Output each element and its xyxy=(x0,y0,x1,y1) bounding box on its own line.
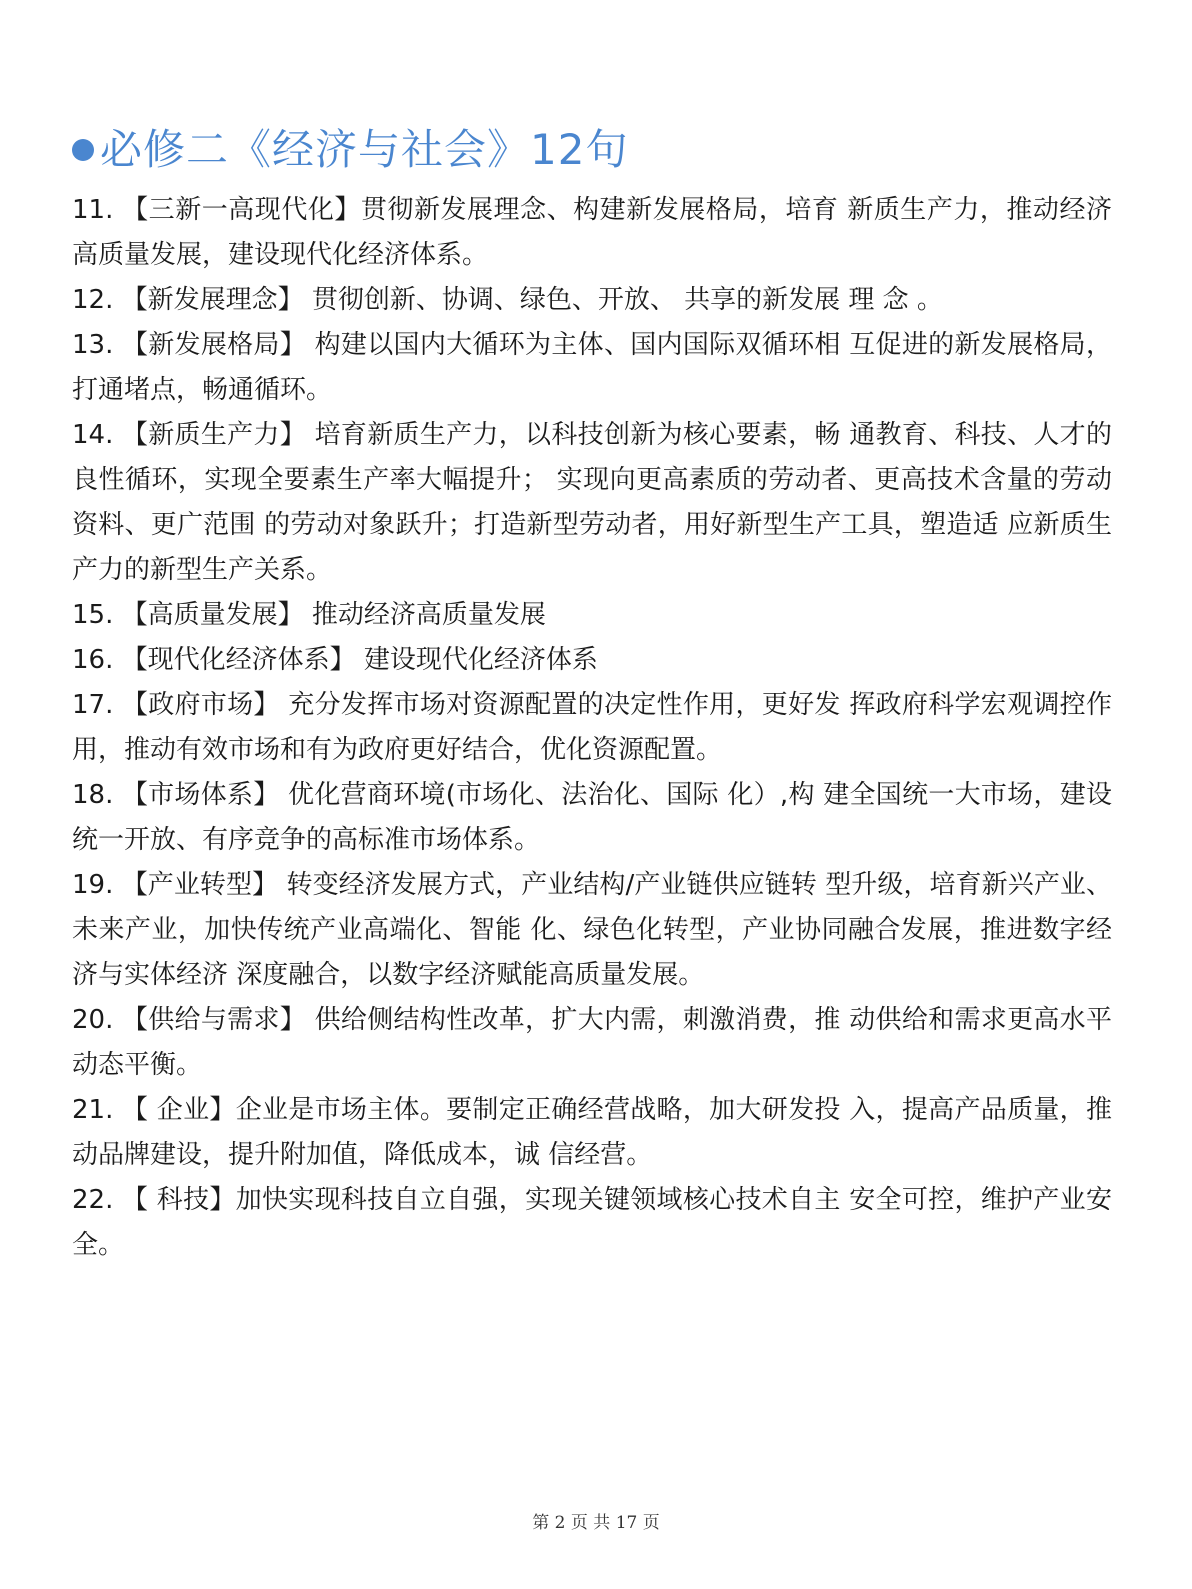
list-item: 14. 【新质生产力】 培育新质生产力，以科技创新为核心要素，畅 通教育、科技、人才的良性循环，实现全要素生产率大幅提升； 实现向更高素质的劳动者、更高技术含量的劳动资料、更广范围 的劳动对象跃升；打造新型劳动者，用好新型生产工具，塑造适 应新质生产力的新型生产关系。 xyxy=(72,420,1112,585)
page-number: 第 2 页 共 17 页 xyxy=(532,1513,660,1533)
list-item: 13. 【新发展格局】 构建以国内大循环为主体、国内国际双循环相 互促进的新发展格局，打通堵点，畅通循环。 xyxy=(72,330,1112,405)
item-list xyxy=(72,188,1112,1268)
list-item: 15. 【高质量发展】 推动经济高质量发展 xyxy=(72,600,546,630)
section-heading xyxy=(72,122,628,178)
list-item: 18. 【市场体系】 优化营商环境(市场化、法治化、国际 化）,构 建全国统一大市场，建设统一开放、有序竞争的高标准市场体系。 xyxy=(72,780,1112,855)
list-item: 17. 【政府市场】 充分发挥市场对资源配置的决定性作用，更好发 挥政府科学宏观调控作用，推动有效市场和有为政府更好结合，优化资源配置。 xyxy=(72,690,1112,765)
list-item: 11. 【三新一高现代化】贯彻新发展理念、构建新发展格局，培育 新质生产力，推动经济高质量发展，建设现代化经济体系。 xyxy=(72,195,1112,270)
section-title: 必修二《经济与社会》12句 xyxy=(100,125,629,174)
list-item: 16. 【现代化经济体系】 建设现代化经济体系 xyxy=(72,645,598,675)
list-item: 21. 【 企业】企业是市场主体。要制定正确经营战略，加大研发投 入，提高产品质量，推动品牌建设，提升附加值，降低成本，诚 信经营。 xyxy=(72,1095,1112,1170)
list-item: 20. 【供给与需求】 供给侧结构性改革，扩大内需，刺激消费，推 动供给和需求更高水平动态平衡。 xyxy=(72,1005,1112,1080)
list-item: 12. 【新发展理念】 贯彻创新、协调、绿色、开放、 共享的新发展 理 念 。 xyxy=(72,285,943,315)
list-item: 22. 【 科技】加快实现科技自立自强，实现关键领域核心技术自主 安全可控，维护产业安全。 xyxy=(72,1185,1112,1260)
bullet-dot-icon xyxy=(72,139,94,161)
list-item: 19. 【产业转型】 转变经济发展方式，产业结构/产业链供应链转 型升级，培育新兴产业、未来产业，加快传统产业高端化、智能 化、绿色化转型，产业协同融合发展，推进数字经济与实体经济 深度融合，以数字经济赋能高质量发展。 xyxy=(72,870,1112,990)
